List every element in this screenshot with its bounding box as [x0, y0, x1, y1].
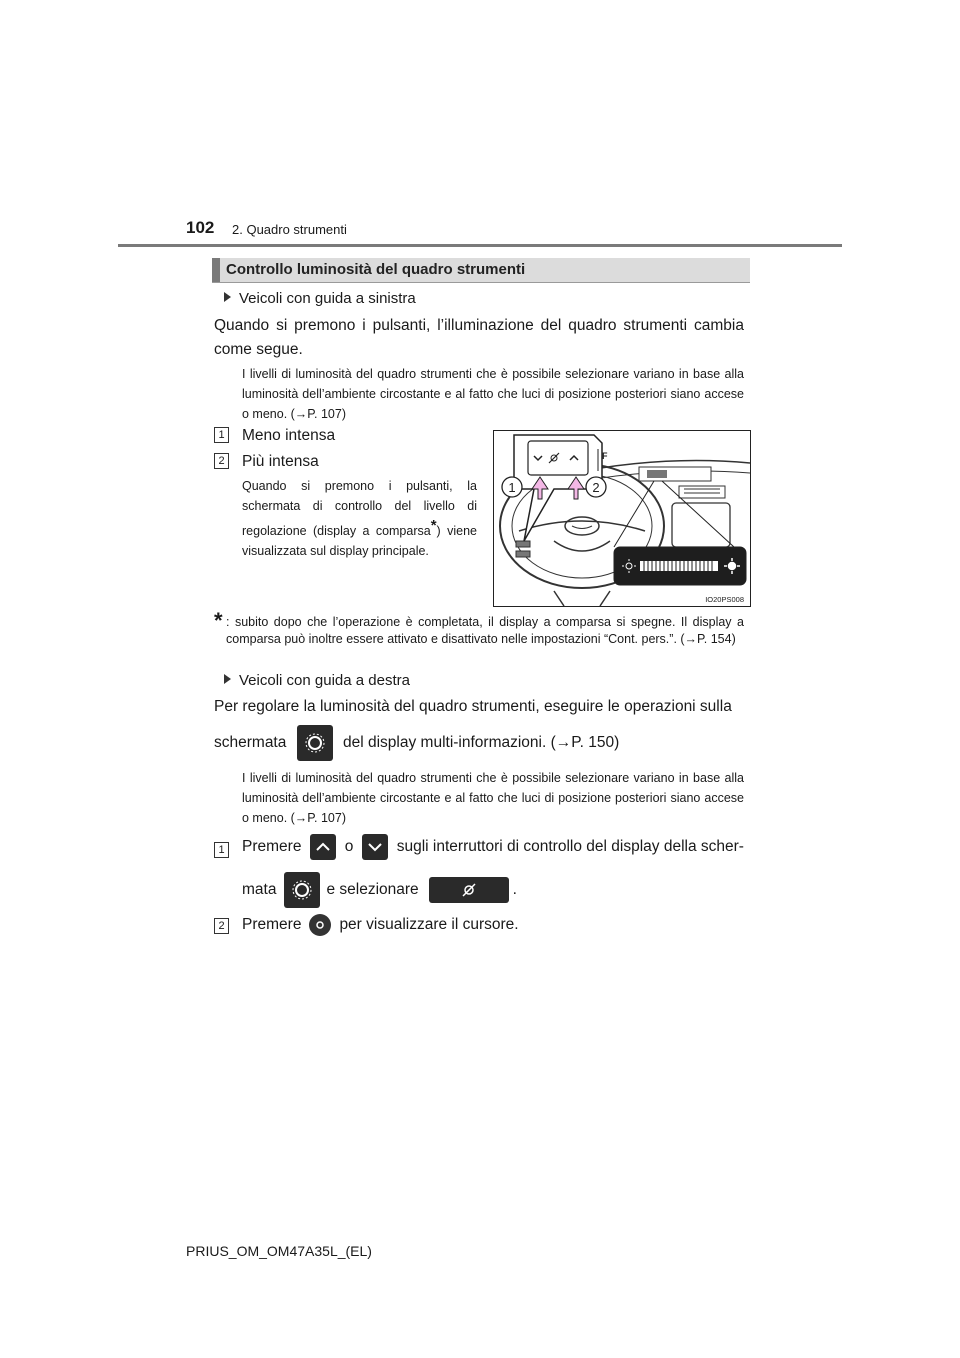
chevron-up-icon — [310, 834, 336, 860]
item-note-part-a: Quando si premono i pulsanti, la schermata di controllo del livello di regolazione (display a comparsa — [242, 479, 477, 539]
lhd-heading — [224, 290, 416, 307]
header-divider — [118, 244, 842, 247]
triangle-bullet-icon — [224, 292, 231, 302]
step-1-text-f: . — [512, 881, 517, 898]
svg-text:F: F — [602, 451, 608, 461]
chapter-title: 2. Quadro strumenti — [232, 222, 347, 237]
dashboard-illustration — [493, 430, 751, 607]
item-number-2: 2 — [214, 453, 229, 469]
step-1-text-c: sugli interruttori di controllo del display della scher- — [396, 838, 744, 855]
rhd-note: I livelli di luminosità del quadro strumenti che è possibile selezionare variano in base alla luminosità dell’ambiente circostante e al fatto che luci di posizione posteriori siano accese o meno. (→P. 107) — [242, 771, 744, 825]
item-note — [242, 476, 477, 561]
settings-gear-icon — [284, 872, 320, 908]
chevron-down-icon — [362, 834, 388, 860]
rhd-line1: Per regolare la luminosità del quadro strumenti, eseguire le operazioni sulla — [214, 698, 732, 715]
asterisk-mark: * — [430, 517, 437, 534]
rhd-line2 — [214, 725, 619, 761]
ok-button-icon — [309, 914, 331, 936]
dashboard-drawing — [494, 431, 750, 606]
step-1-text-b: o — [344, 838, 354, 855]
item-note-part-b: ) viene visualizzata sul display principale. — [242, 524, 477, 559]
rhd-heading-text: Veicoli con guida a destra — [239, 672, 410, 689]
step-number-2: 2 — [214, 918, 229, 934]
lhd-intro: Quando si premono i pulsanti, l’illuminazione del quadro strumenti cambia come segue. — [214, 317, 744, 358]
step-2-text-a: Premere — [242, 916, 302, 933]
section-title-bar — [212, 258, 750, 283]
footnote-asterisk: * — [214, 608, 223, 633]
figure-code: IO20PS008 — [705, 595, 744, 604]
lhd-heading-text: Veicoli con guida a sinistra — [239, 290, 416, 307]
lhd-note: I livelli di luminosità del quadro strumenti che è possibile selezionare variano in base alla luminosità dell’ambiente circostante e al fatto che luci di posizione posteriori siano accese o meno. (→P. 107) — [242, 367, 744, 421]
callout-2-label: 2 — [592, 480, 600, 495]
item-number-1: 1 — [214, 427, 229, 443]
brightness-level-bars — [640, 561, 718, 571]
document-footer-code: PRIUS_OM_OM47A35L_(EL) — [186, 1243, 372, 1259]
settings-gear-icon — [297, 725, 333, 761]
step-1-line1 — [242, 834, 744, 860]
triangle-bullet-icon — [224, 674, 231, 684]
item-label-less-intense: Meno intensa — [242, 427, 336, 444]
step-1-text-e: e selezionare — [326, 881, 419, 898]
item-label-more-intense: Più intensa — [242, 453, 319, 470]
step-2-line — [242, 913, 519, 937]
step-1-line2 — [242, 872, 517, 908]
step-1-text-d: mata — [242, 881, 277, 898]
step-2-text-b: per visualizzare il cursore. — [339, 916, 519, 933]
callout-1-label: 1 — [508, 480, 516, 495]
rhd-line2-part-b: del display multi-informazioni. (→P. 150) — [343, 734, 620, 752]
page-number: 102 — [186, 218, 215, 237]
step-1-text-a: Premere — [242, 838, 302, 855]
section-accent — [212, 258, 220, 282]
footnote-text: : subito dopo che l’operazione è completata, il display a comparsa si spegne. Il display a comparsa può inoltre essere attivato e disattivato nelle impostazioni “Cont. pers.”. (→P. 154) — [226, 615, 744, 646]
meter-illumination-icon — [429, 877, 509, 903]
section-title: Controllo luminosità del quadro strumenti — [226, 261, 526, 278]
rhd-line2-part-a: schermata — [214, 734, 287, 752]
step-number-1: 1 — [214, 842, 229, 858]
rhd-heading — [224, 672, 410, 689]
